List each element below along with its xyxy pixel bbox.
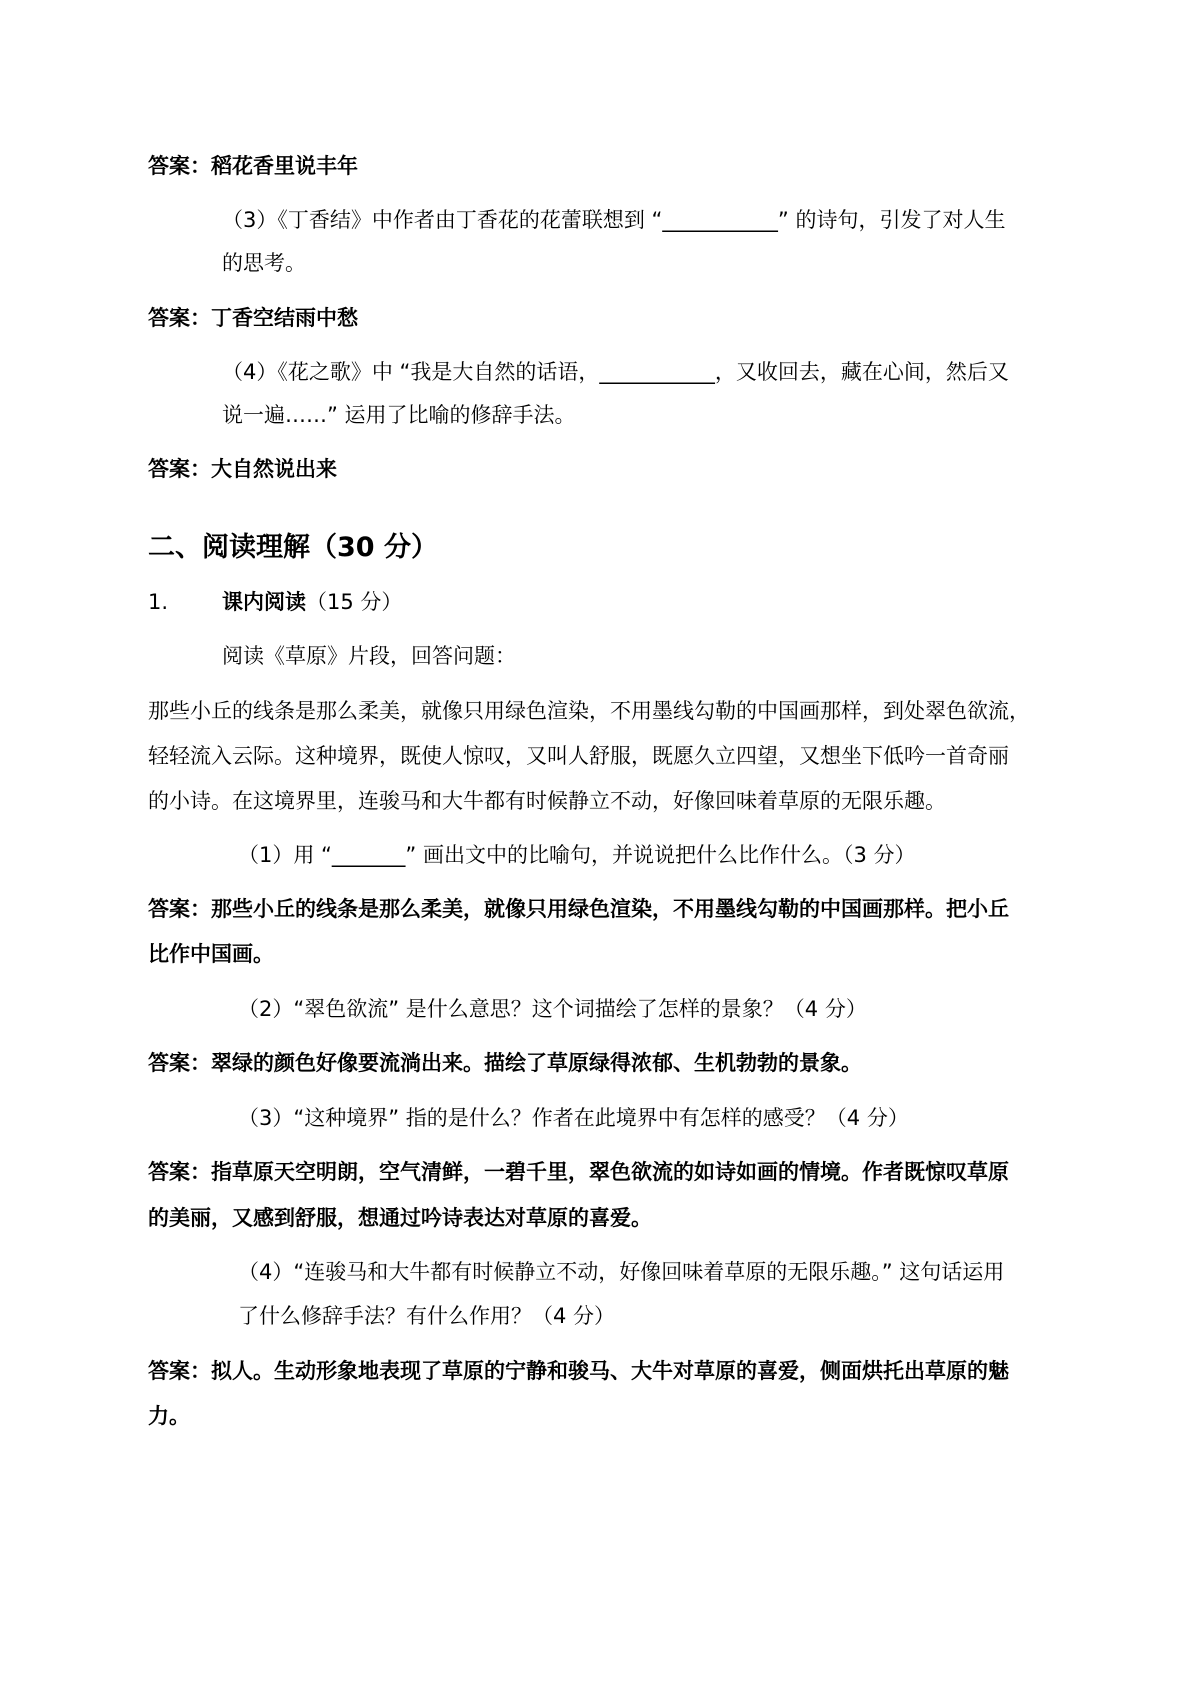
subquestion-4-line-1: （4）“连骏马和大牛都有时候静立不动，好像回味着草原的无限乐趣。” 这句话运用 <box>238 1260 1005 1284</box>
subquestion-1: （1）用 “_______” 画出文中的比喻句，并说说把什么比作什么。（3 分） <box>238 843 916 867</box>
reading-instruction: 阅读《草原》片段，回答问题： <box>222 644 516 668</box>
question-4-line-2: 说一遍……” 运用了比喻的修辞手法。 <box>222 403 576 427</box>
section-heading: 二、阅读理解（30 分） <box>148 532 438 563</box>
answer-line: 答案：大自然说出来 <box>148 457 337 481</box>
answer-line: 的美丽，又感到舒服，想通过吟诗表达对草原的喜爱。 <box>148 1206 652 1230</box>
answer-line: 答案：指草原天空明朗，空气清鲜，一碧千里，翠色欲流的如诗如画的情境。作者既惊叹草原 <box>148 1160 1009 1184</box>
passage-line: 那些小丘的线条是那么柔美，就像只用绿色渲染，不用墨线勾勒的中国画那样，到处翠色欲流， <box>148 699 1030 723</box>
passage-line: 的小诗。在这境界里，连骏马和大牛都有时候静立不动，好像回味着草原的无限乐趣。 <box>148 789 946 813</box>
passage-line: 轻轻流入云际。这种境界，既使人惊叹，又叫人舒服，既愿久立四望，又想坐下低吟一首奇丽 <box>148 744 1009 768</box>
item-number: 1. <box>148 590 169 614</box>
item-score: （15 分） <box>306 590 403 614</box>
item-heading <box>222 587 402 617</box>
answer-line: 答案：丁香空结雨中愁 <box>148 306 358 330</box>
question-3-line-2: 的思考。 <box>222 251 306 275</box>
subquestion-4-line-2: 了什么修辞手法？有什么作用？（4 分） <box>238 1304 616 1328</box>
question-4-line-1: （4）《花之歌》中 “我是大自然的话语，___________，又收回去，藏在心间，然后又 <box>222 360 1009 384</box>
answer-line: 力。 <box>148 1404 190 1428</box>
answer-line: 答案：稻花香里说丰年 <box>148 154 358 178</box>
answer-line: 答案：拟人。生动形象地表现了草原的宁静和骏马、大牛对草原的喜爱，侧面烘托出草原的魅 <box>148 1359 1009 1383</box>
answer-line: 答案：翠绿的颜色好像要流淌出来。描绘了草原绿得浓郁、生机勃勃的景象。 <box>148 1051 862 1075</box>
answer-line: 答案：那些小丘的线条是那么柔美，就像只用绿色渲染，不用墨线勾勒的中国画那样。把小丘 <box>148 897 1009 921</box>
subquestion-3: （3）“这种境界” 指的是什么？作者在此境界中有怎样的感受？（4 分） <box>238 1106 909 1130</box>
answer-line: 比作中国画。 <box>148 942 274 966</box>
question-3-line-1: （3）《丁香结》中作者由丁香花的花蕾联想到 “___________” 的诗句，引发了对人生 <box>222 208 1006 232</box>
subquestion-2: （2）“翠色欲流” 是什么意思？这个词描绘了怎样的景象？（4 分） <box>238 997 867 1021</box>
item-title: 课内阅读 <box>222 590 306 614</box>
